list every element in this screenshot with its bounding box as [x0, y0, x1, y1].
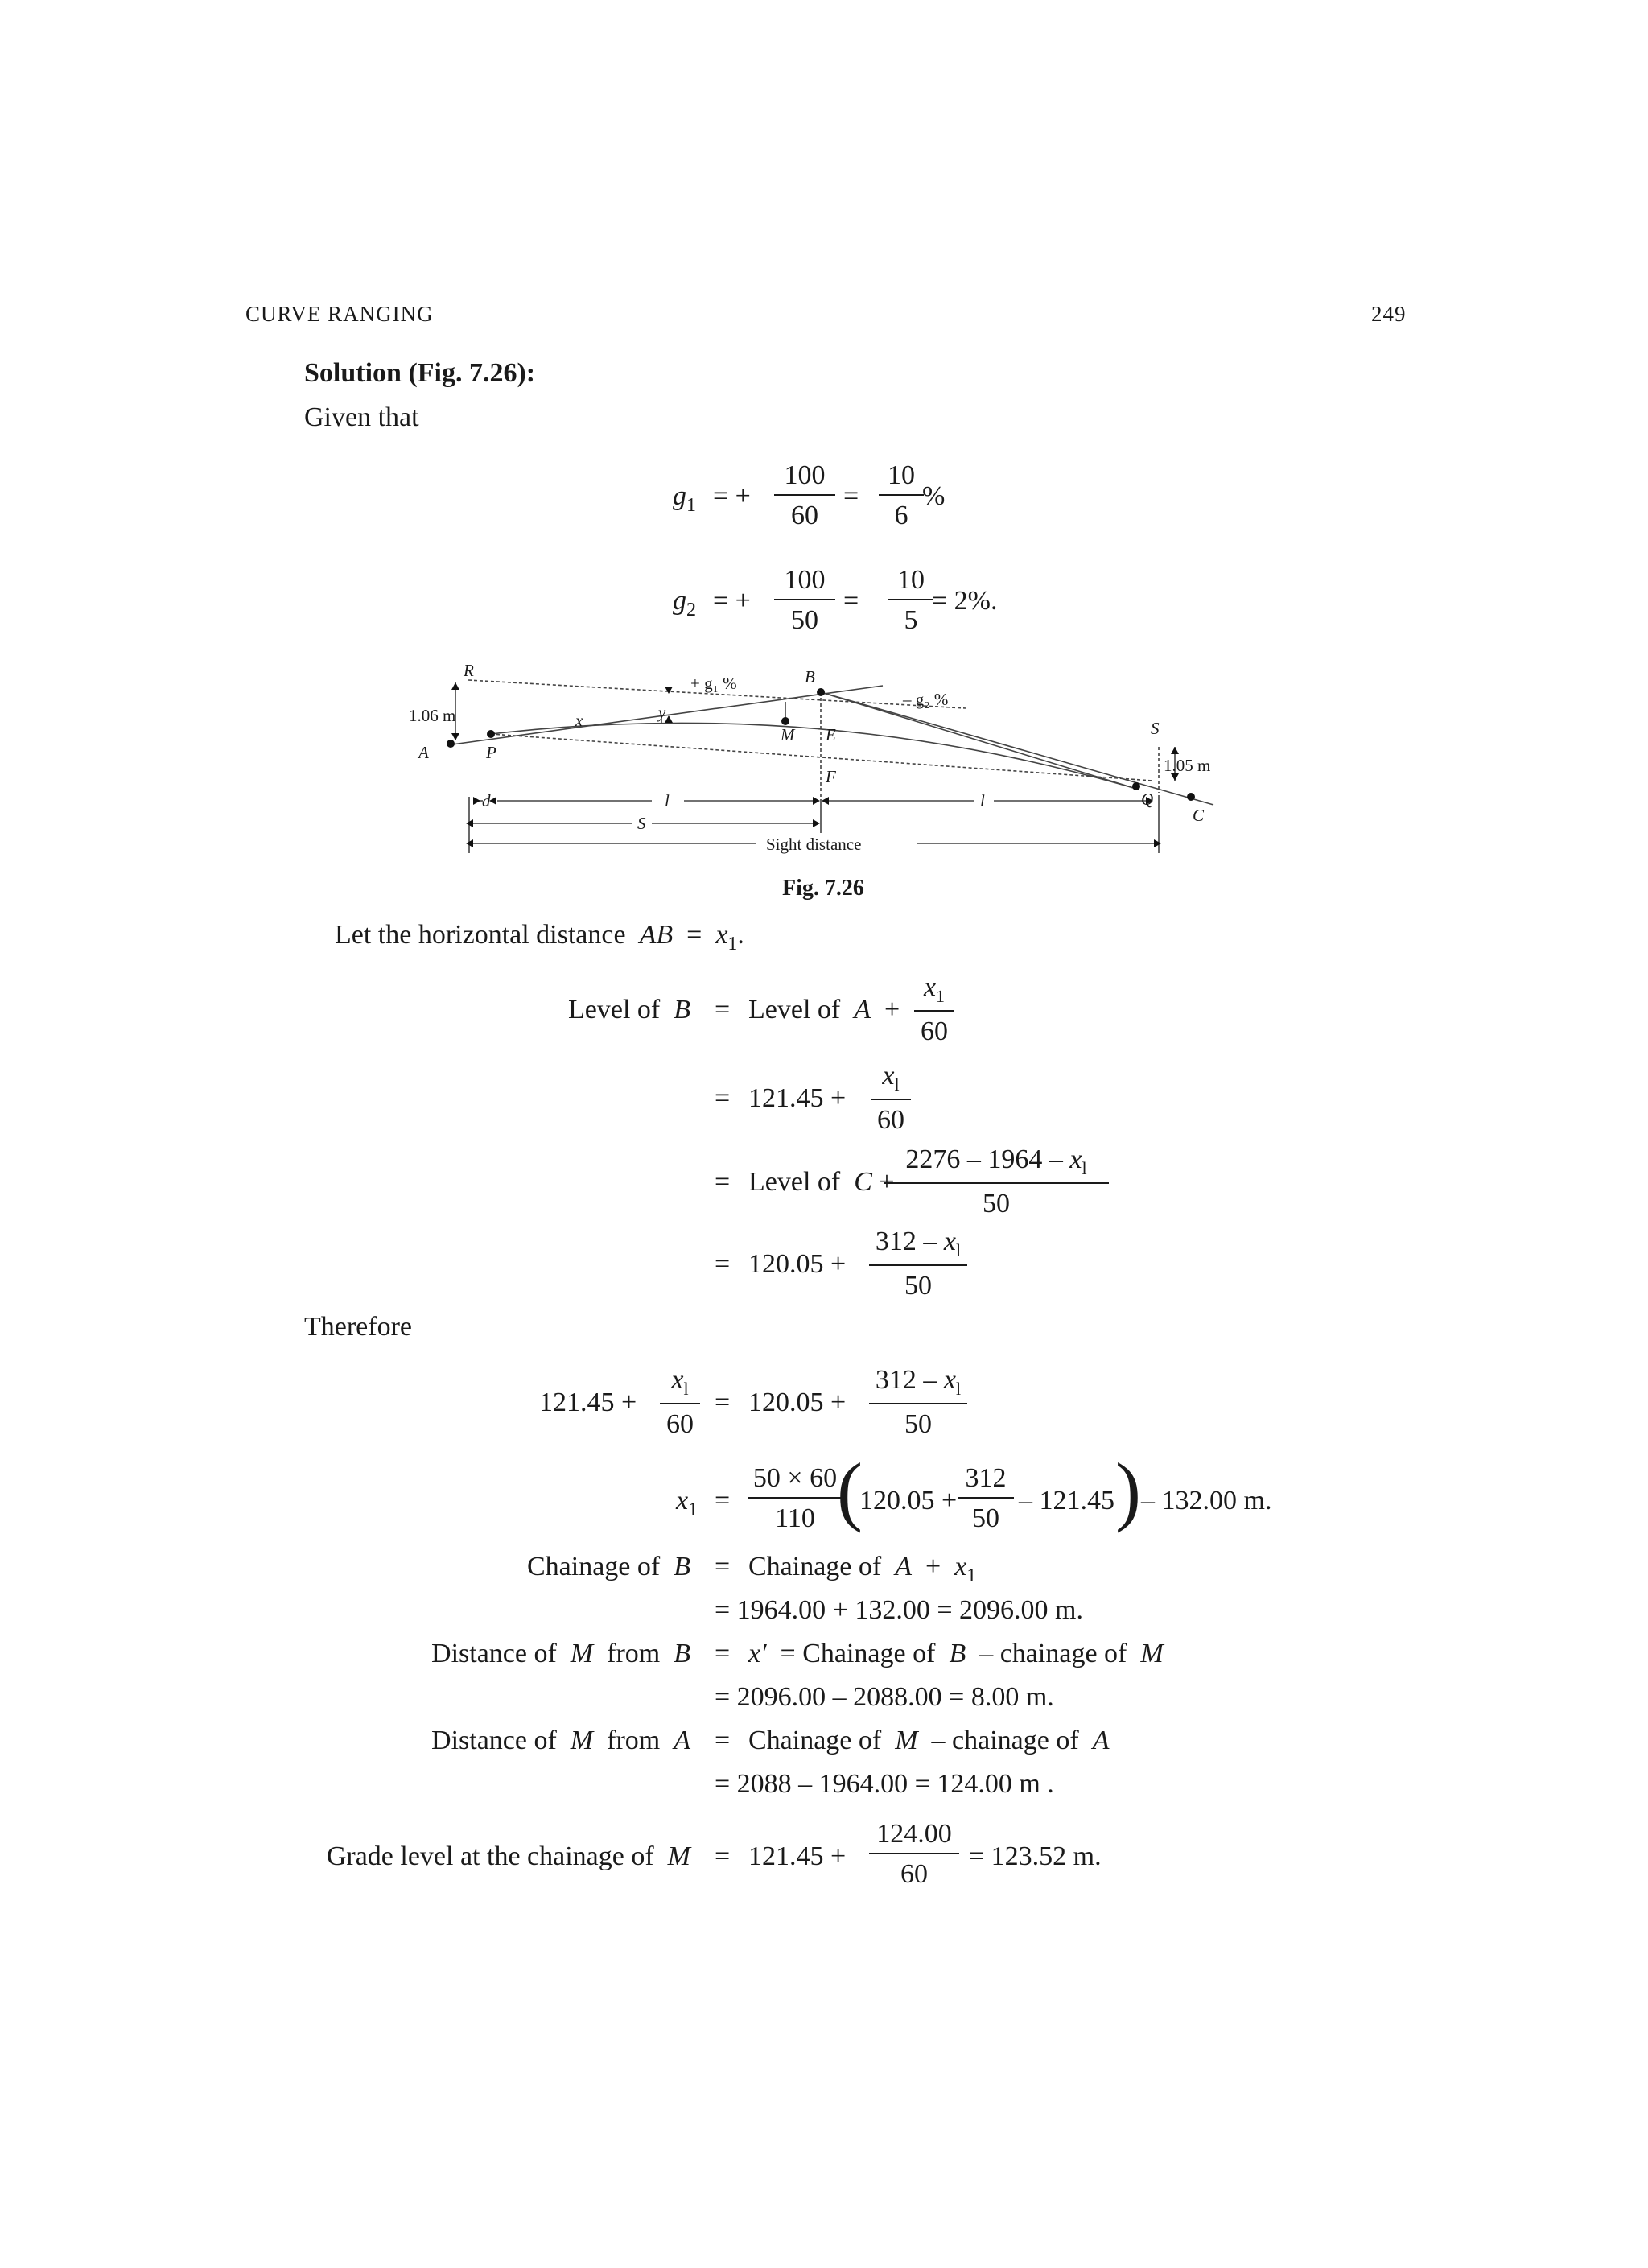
running-title: CURVE RANGING	[245, 302, 434, 326]
g1-rel: = +	[713, 481, 751, 511]
fig-label-y: y	[658, 703, 666, 722]
fig-label-B: B	[805, 667, 815, 687]
level-B-line1: Level of A +	[748, 995, 900, 1025]
chord-line	[821, 692, 1136, 789]
dist-MB-eq: =	[715, 1639, 731, 1668]
dist-MA-eq: =	[715, 1726, 731, 1755]
x1-fraction: $\frac{50 \times 60}{110}$	[748, 1463, 842, 1534]
vertical-curve	[491, 723, 1136, 789]
dist-MB-line2: = 2096.00 – 2088.00 = 8.00 m.	[715, 1682, 1054, 1712]
chainage-B-eq: =	[715, 1552, 731, 1581]
x1-inner-fraction: $\frac{312}{50}$	[958, 1463, 1014, 1534]
point-Q	[1132, 782, 1140, 790]
chainage-B-rhs: Chainage of $A + x_1$	[748, 1552, 977, 1586]
chainage-B-lhs: Chainage of B	[527, 1552, 690, 1581]
level-B-line2-eq: =	[715, 1083, 731, 1113]
g1-fraction-1: $\frac{100}{60}$	[774, 460, 835, 531]
fig-label-x: x	[575, 711, 583, 730]
sight-line-bottom	[491, 734, 1152, 781]
g1-tail: %	[922, 481, 946, 511]
fig-label-1-05m: 1.05 m	[1164, 756, 1211, 775]
x1-inner-b: – 121.45	[1019, 1486, 1114, 1515]
chainage-B-line2: = 1964.00 + 132.00 = 2096.00 m.	[715, 1595, 1083, 1625]
figure-caption: Fig. 7.26	[782, 876, 864, 901]
fig-label-d: d	[482, 791, 491, 810]
level-B-lhs: Level of B	[568, 995, 690, 1025]
therefore-eq: =	[715, 1388, 731, 1417]
fig-label-Q: Q	[1141, 790, 1154, 809]
grade-M-value: 121.45 +	[748, 1841, 847, 1871]
level-B-line2-value: 121.45 +	[748, 1083, 847, 1113]
figure-7-26-diagram	[402, 660, 1255, 869]
fig-label-1-06m: 1.06 m	[409, 706, 456, 725]
fig-label-g1: + g₁ %	[690, 674, 737, 693]
level-B-eq: =	[715, 995, 731, 1025]
level-B-line3-eq: =	[715, 1167, 731, 1197]
dist-MA-rhs: Chainage of M – chainage of A	[748, 1726, 1110, 1755]
point-B	[817, 688, 825, 696]
therefore-lhs-fraction: $\frac{x_l}{60}$	[660, 1365, 700, 1440]
g2-rel: = +	[713, 586, 751, 616]
open-paren: (	[837, 1447, 863, 1533]
g1-fraction-2: $\frac{10}{6}$	[879, 460, 924, 531]
level-B-line4-eq: =	[715, 1249, 731, 1279]
solution-heading: Solution (Fig. 7.26):	[304, 358, 536, 388]
dist-MB-lhs: Distance of M from B	[431, 1639, 690, 1668]
fig-label-P: P	[486, 743, 496, 762]
dist-MA-lhs: Distance of M from A	[431, 1726, 690, 1755]
level-B-line3-text: Level of C +	[748, 1167, 895, 1197]
therefore-lhs: 121.45 +	[539, 1388, 637, 1417]
fig-label-sight-distance: Sight distance	[766, 835, 862, 854]
g1-eq: =	[843, 481, 859, 511]
x1-tail: – 132.00 m.	[1141, 1486, 1272, 1515]
fig-label-A: A	[418, 743, 429, 762]
point-M	[781, 717, 789, 725]
level-B-line3-fraction: $\frac{2276 - 1964 - x_l}{50}$	[884, 1144, 1109, 1219]
therefore-rhs-fraction: $\frac{312 - x_l}{50}$	[869, 1365, 967, 1440]
level-B-line4-fraction: $\frac{312 - x_l}{50}$	[869, 1227, 967, 1301]
level-B-line4-value: 120.05 +	[748, 1249, 847, 1279]
fig-label-E: E	[826, 725, 836, 744]
g2-var: $g_2$	[673, 586, 696, 621]
g2-tail: = 2%.	[932, 586, 998, 616]
fig-label-C: C	[1193, 806, 1205, 825]
fig-label-g2: – g₂ %	[903, 690, 949, 709]
x1-eq: =	[715, 1486, 731, 1515]
level-B-line1-fraction: $\frac{x_1}{60}$	[914, 972, 954, 1047]
fig-label-S-top: S	[1151, 719, 1160, 738]
point-C	[1187, 793, 1195, 801]
dist-MB-rhs: x′ = Chainage of B – chainage of M	[748, 1639, 1164, 1668]
g2-fraction-2: $\frac{10}{5}$	[888, 565, 933, 636]
g1-var: $g_1$	[673, 481, 696, 516]
x1-inner-a: 120.05 +	[859, 1486, 958, 1515]
fig-label-l-left: l	[665, 791, 670, 810]
fig-label-l-right: l	[980, 791, 985, 810]
fig-label-F: F	[826, 767, 836, 786]
grade-M-fraction: $\frac{124.00}{60}$	[869, 1819, 959, 1890]
g2-eq: =	[843, 586, 859, 616]
let-line: Let the horizontal distance AB = $x_1$.	[335, 920, 744, 955]
therefore: Therefore	[304, 1312, 413, 1342]
grade-line-g2	[821, 692, 1213, 805]
fig-label-M: M	[781, 725, 795, 744]
g2-fraction-1: $\frac{100}{50}$	[774, 565, 835, 636]
page-number: 249	[1371, 302, 1407, 326]
close-paren: )	[1115, 1447, 1141, 1533]
grade-M-lhs: Grade level at the chainage of M	[326, 1841, 690, 1871]
fig-label-S-dim: S	[637, 814, 646, 833]
x1-lhs: $x_1$	[676, 1486, 698, 1520]
point-A	[447, 740, 455, 748]
fig-label-R: R	[464, 661, 474, 680]
therefore-rhs: 120.05 +	[748, 1388, 847, 1417]
point-P	[487, 730, 495, 738]
given-that: Given that	[304, 402, 419, 432]
grade-M-eq: =	[715, 1841, 731, 1871]
grade-M-result: = 123.52 m.	[969, 1841, 1102, 1871]
dist-MA-line2: = 2088 – 1964.00 = 124.00 m .	[715, 1769, 1054, 1799]
level-B-line2-fraction: $\frac{x_l}{60}$	[871, 1061, 911, 1136]
